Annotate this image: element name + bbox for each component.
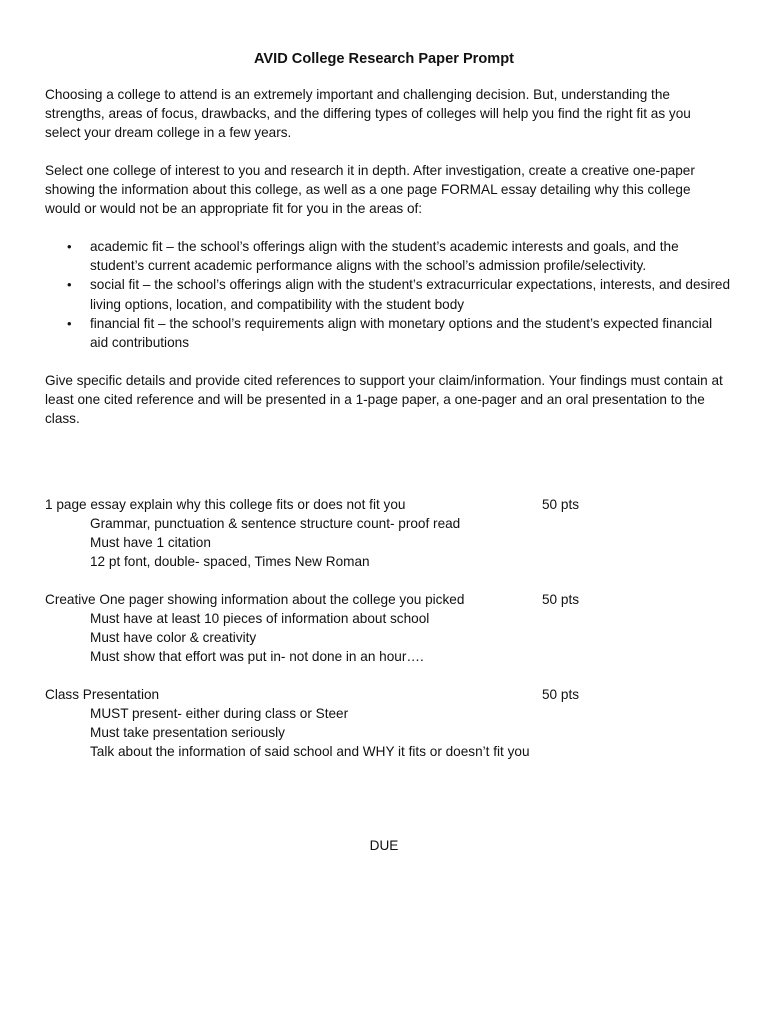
rubric-detail: Must show that effort was put in- not done in an hour….	[90, 649, 424, 664]
rubric-detail: Must take presentation seriously	[90, 725, 285, 740]
criteria-text: social fit – the school’s offerings align with the student’s extracurricular expectations, interests, and desired living options, location, and compatibility with the student body	[90, 277, 731, 312]
criteria-item-academic	[67, 237, 730, 275]
criteria-item-financial	[67, 314, 730, 352]
rubric-detail: 12 pt font, double- spaced, Times New Roman	[90, 554, 370, 569]
rubric-detail: Must have at least 10 pieces of information about school	[90, 611, 430, 626]
criteria-text: academic fit – the school’s offerings align with the student’s academic interests and goals, and the student’s current academic performance aligns with the school’s admission profile/selectivity.	[90, 239, 679, 274]
bullet-icon: •	[67, 239, 72, 254]
rubric-heading-row	[45, 590, 645, 609]
rubric-points: 50 pts	[542, 592, 580, 607]
rubric-points: 50 pts	[542, 497, 580, 512]
intro-paragraph: Choosing a college to attend is an extremely important and challenging decision. But, understanding the strengths, areas of focus, drawbacks, and the differing types of colleges will help you find the right fit as you select your dream college in a few years.	[45, 87, 691, 141]
rubric-section-presentation	[45, 685, 645, 761]
rubric-detail: Must have 1 citation	[90, 535, 211, 550]
bullet-icon: •	[67, 315, 72, 331]
rubric-detail: Grammar, punctuation & sentence structure count- proof read	[90, 516, 461, 531]
rubric-heading: Creative One pager showing information about the college you picked	[45, 592, 465, 607]
rubric-heading: 1 page essay explain why this college fits or does not fit you	[45, 497, 406, 512]
bullet-icon: •	[67, 277, 72, 293]
criteria-text: financial fit – the school’s requirements align with monetary options and the student’s expected financial aid contributions	[90, 315, 713, 351]
page-title: AVID College Research Paper Prompt	[253, 51, 515, 67]
rubric-heading: Class Presentation	[45, 687, 160, 702]
due-label: DUE	[369, 838, 399, 853]
rubric-points: 50 pts	[542, 687, 580, 702]
closing-paragraph: Give specific details and provide cited references to support your claim/information. Your findings must contain at least one cited reference and will be presented in a 1-page paper, a one-pager and an oral presentation to the class.	[45, 373, 723, 427]
rubric-section-essay	[45, 495, 645, 571]
rubric-detail: MUST present- either during class or Steer	[90, 706, 349, 721]
rubric-detail: Talk about the information of said school and WHY it fits or doesn’t fit you	[90, 744, 530, 759]
rubric-detail: Must have color & creativity	[90, 630, 257, 645]
rubric-heading-row	[45, 685, 645, 704]
criteria-item-social	[67, 275, 731, 313]
fit-criteria-list	[67, 237, 731, 352]
instructions-paragraph: Select one college of interest to you and research it in depth. After investigation, create a creative one-paper showing the information about this college, as well as a one page FORMAL essay detailing why this college would or would not be an appropriate fit for you in the areas of:	[45, 163, 695, 217]
rubric-section-one-pager	[45, 590, 645, 666]
rubric-heading-row	[45, 495, 645, 514]
